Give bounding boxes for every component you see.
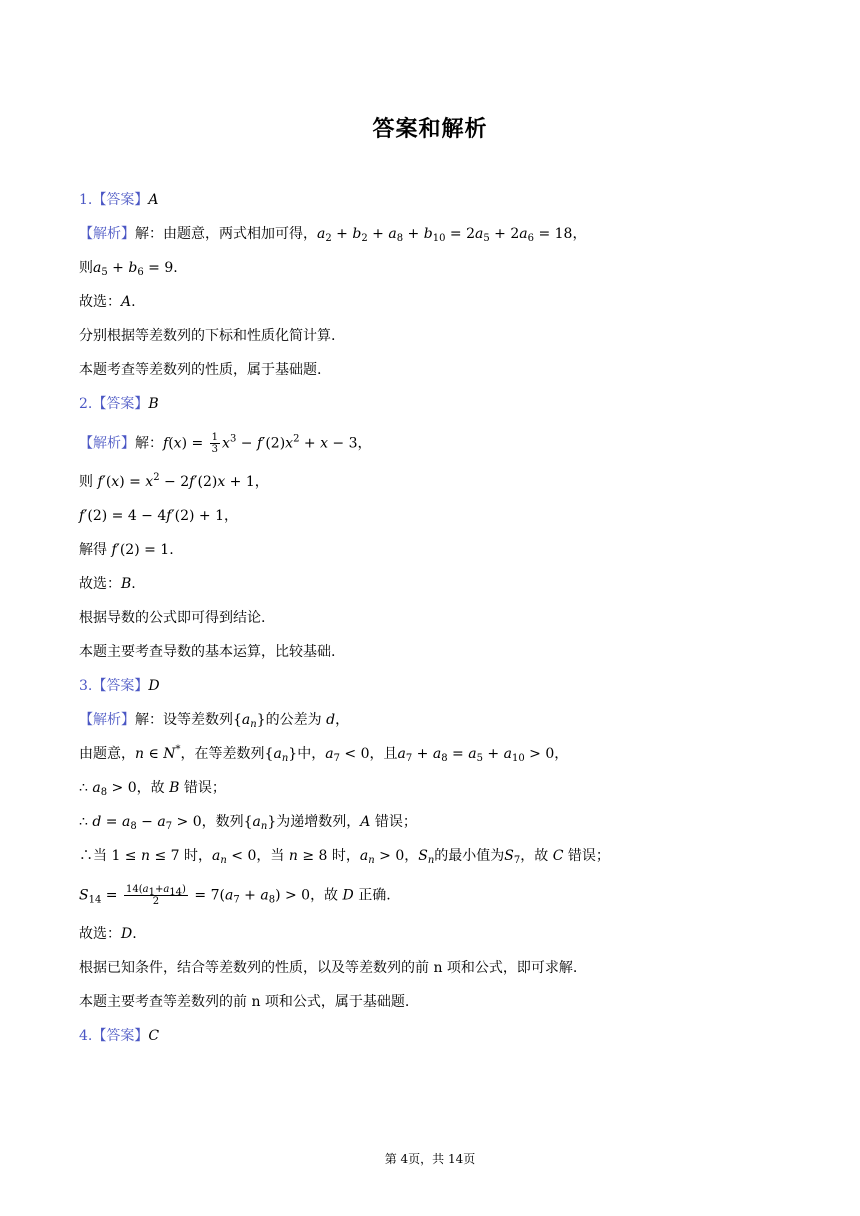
q3-l3-mid: ，故 <box>136 780 170 796</box>
q3-choose-label: 故选： <box>79 926 121 942</box>
q1-note1: 分别根据等差数列的下标和性质化简计算. <box>79 328 336 344</box>
q4-number: 4. <box>79 1028 93 1044</box>
q3-l2-pre: 由题意， <box>79 746 135 762</box>
q2-answer-value: B <box>148 396 159 412</box>
q1-answer-line <box>79 190 158 210</box>
q3-l4-tail: 错误； <box>370 814 417 830</box>
q3-step3-line: ∴当 1 ≤ n ≤ 7 时，$a_n < 0$，当 n ≥ 8 时，$a_n > 0$，$S_n$的最小值为$S_7$，故 C 错误； <box>79 848 610 866</box>
q2-solve-line: 解得 f′(2) = 1. <box>79 542 174 558</box>
q2-analysis-line: 【解析】解：f(x) = $\frac{1}{3}$ $x^3 - f'(2)x^2 + x - 3$， <box>79 432 372 455</box>
q3-analysis-label: 【解析】 <box>79 712 135 728</box>
q1-analysis-line: 【解析】解：由题意，两式相加可得，$a_2 + b_2 + a_8 + b_{10} = 2a_5 + 2a_6 = 18$， <box>79 226 587 244</box>
q3-l5-mid3: 时， <box>327 848 360 864</box>
q4-answer-line <box>79 1026 159 1046</box>
q3-step2-line: ∴ $d = a_8 - a_7 > 0$，数列$\{a_n\}$为递增数列，A 错误； <box>79 814 417 832</box>
q1-answer-value: A <box>148 192 159 208</box>
q3-l5-mid5: 的最小值为 <box>434 848 505 864</box>
q3-l5-mid2: ，当 <box>256 848 289 864</box>
q3-answer-line <box>79 676 160 696</box>
q3-l5-pre: ∴当 <box>79 848 112 864</box>
q2-choose-line: 故选：B. <box>79 576 136 592</box>
q1-jie: 解：由题意，两式相加可得， <box>135 226 317 242</box>
q3-note2: 本题主要考查等差数列的前 n 项和公式，属于基础题. <box>79 994 410 1010</box>
q3-l5-mid6: ，故 <box>520 848 553 864</box>
q2-solve-label: 解得 <box>79 542 112 558</box>
q1-note2: 本题考查等差数列的性质，属于基础题. <box>79 362 322 378</box>
q2-jie: 解： <box>135 435 163 452</box>
q2-answer-label: 【答案】 <box>92 396 149 412</box>
q3-l6-mid: ，故 <box>310 887 343 904</box>
q2-substitute-line: f′(2) = 4 − 4f′(2) + 1， <box>79 508 239 524</box>
q1-choose-value: A <box>121 294 132 310</box>
q3-l5-tail: 错误； <box>563 848 610 864</box>
q3-l5-mid: 时， <box>179 848 213 864</box>
q1-number: 1. <box>79 192 93 208</box>
page-footer: 第 4页，共 14页 <box>384 1152 476 1166</box>
q2-note2: 本题主要考查导数的基本运算，比较基础. <box>79 644 336 660</box>
q3-l2-mid: ，在等差数列 <box>180 746 265 762</box>
q3-jie: 解：设等差数列 <box>135 712 233 728</box>
q3-step4-line: $S_{14}$ = $\frac{14(a_1+a_{14})}{2}$ = $7(a_7 + a_8) > 0$，故 D 正确. <box>79 884 391 907</box>
q3-l2-mid3: ，且 <box>369 746 398 762</box>
q3-answer-value: D <box>148 678 160 694</box>
q3-note1: 根据已知条件，结合等差数列的性质，以及等差数列的前 n 项和公式，即可求解. <box>79 960 578 976</box>
q3-number: 3. <box>79 678 93 694</box>
q1-analysis-label: 【解析】 <box>79 226 135 242</box>
q4-answer-value: C <box>148 1028 160 1044</box>
q2-choose-value: B <box>121 576 132 592</box>
q3-choose-value: D <box>121 926 133 942</box>
q1-then: 则 <box>79 260 93 276</box>
q2-choose-label: 故选： <box>79 576 121 592</box>
q3-choose-line: 故选：D. <box>79 926 137 942</box>
q2-number: 2. <box>79 396 93 412</box>
fraction-s14: $\frac{14(a_1+a_{14})}{2}$ <box>125 884 186 907</box>
q3-l5-mid4: ， <box>404 848 419 864</box>
fraction-one-third: $\frac{1}{3}$ <box>211 432 219 455</box>
q3-l6-tail: 正确. <box>353 887 391 904</box>
page-title: 答案和解析 <box>372 117 488 142</box>
q3-l4-mid2: 为递增数列， <box>276 814 361 830</box>
q1-answer-label: 【答案】 <box>92 192 149 208</box>
q3-jie-mid: 的公差为 <box>265 712 327 728</box>
q2-answer-line <box>79 394 159 414</box>
q3-analysis-line: 【解析】解：设等差数列$\{a_n\}$的公差为 d， <box>79 712 350 730</box>
q3-answer-label: 【答案】 <box>92 678 149 694</box>
q4-answer-label: 【答案】 <box>92 1028 149 1044</box>
q3-l2-mid2: 中， <box>297 746 326 762</box>
q3-l3-tail: 错误； <box>179 780 226 796</box>
q2-derivative-line: 则 $f'(x) = x^2 - 2f'(2)x + 1$， <box>79 472 269 490</box>
q3-condition-line: 由题意，n ∈ N*，在等差数列$\{a_n\}$中，$a_7 < 0$，且$a_7 + a_8 = a_5 + a_{10} > 0$， <box>79 744 569 764</box>
q1-choose-label: 故选： <box>79 294 121 310</box>
q1-choose-line: 故选：A. <box>79 294 136 310</box>
q2-note1: 根据导数的公式即可得到结论. <box>79 610 266 626</box>
q1-result-line: 则$a_5 + b_6 = 9$. <box>79 260 178 278</box>
q2-analysis-label: 【解析】 <box>79 435 135 452</box>
q2-then: 则 <box>79 474 98 490</box>
q3-step1-line: ∴ $a_8 > 0$，故 B 错误； <box>79 780 226 798</box>
q3-l4-mid: ，数列 <box>201 814 244 830</box>
